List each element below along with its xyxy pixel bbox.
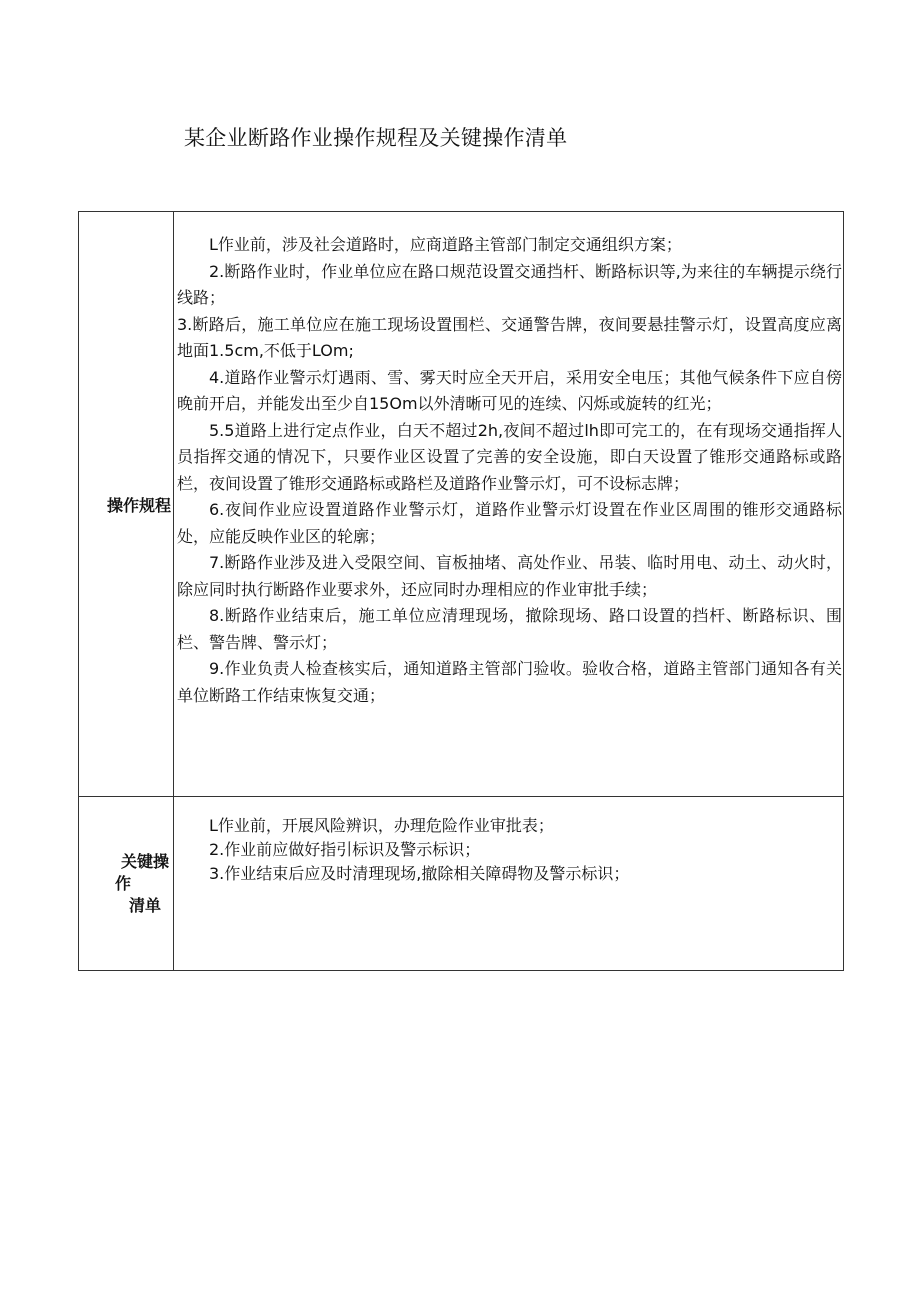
rule-item: 3.断路后，施工单位应在施工现场设置围栏、交通警告牌，夜间要悬挂警示灯，设置高度应离地面1.5cm,不低于LOm; — [177, 314, 842, 360]
key-ops-label — [79, 797, 174, 971]
rule-item: 7.断路作业涉及进入受限空间、盲板抽堵、高处作业、吊装、临时用电、动土、动火时，除应同时执行断路作业要求外，还应同时办理相应的作业审批手续； — [177, 553, 842, 599]
rules-list — [177, 232, 842, 709]
rule-item: 8.断路作业结束后，施工单位应清理现场，撤除现场、路口设置的挡杆、断路标识、围栏、警告牌、警示灯； — [177, 606, 842, 652]
key-ops-content — [174, 797, 844, 971]
key-ops-label-line2: 作 — [115, 873, 132, 893]
rule-item: L作业前，涉及社会道路时，应商道路主管部门制定交通组织方案； — [209, 235, 682, 254]
rule-item: 2.断路作业时，作业单位应在路口规范设置交通挡杆、断路标识等,为来往的车辆提示绕行线路； — [177, 261, 842, 307]
rules-row — [79, 212, 844, 797]
rules-label: 操作规程 — [79, 212, 174, 797]
key-ops-row — [79, 797, 844, 971]
rule-item: 9.作业负责人检查核实后，通知道路主管部门验收。验收合格，道路主管部门通知各有关单位断路工作结束恢复交通； — [177, 659, 842, 705]
procedure-table — [78, 211, 844, 971]
key-op-item: 2.作业前应做好指引标识及警示标识； — [209, 840, 481, 859]
key-op-item: L作业前，开展风险辨识，办理危险作业审批表； — [209, 816, 554, 835]
key-ops-label-line3: 清单 — [128, 895, 161, 915]
page-title: 某企业断路作业操作规程及关键操作清单 — [184, 126, 568, 150]
rules-content — [174, 212, 844, 797]
key-ops-label-line1: 关键操 — [120, 851, 169, 871]
key-op-item: 3.作业结束后应及时清理现场,撤除相关障碍物及警示标识； — [209, 864, 630, 883]
rule-item: 5.5道路上进行定点作业，白天不超过2h,夜间不超过lh即可完工的，在有现场交通指挥人员指挥交通的情况下，只要作业区设置了完善的安全设施，即白天设置了锥形交通路标或路栏，夜间设置了锥形交通路标或路栏及道路作业警示灯，可不设标志牌； — [177, 420, 842, 493]
rule-item: 4.道路作业警示灯遇雨、雪、雾天时应全天开启，采用安全电压；其他气候条件下应自傍晚前开启，并能发出至少自15Om以外清晰可见的连续、闪烁或旋转的红光； — [177, 367, 842, 413]
rule-item: 6.夜间作业应设置道路作业警示灯，道路作业警示灯设置在作业区周围的锥形交通路标处，应能反映作业区的轮廓； — [177, 500, 842, 546]
key-ops-list — [177, 814, 842, 886]
